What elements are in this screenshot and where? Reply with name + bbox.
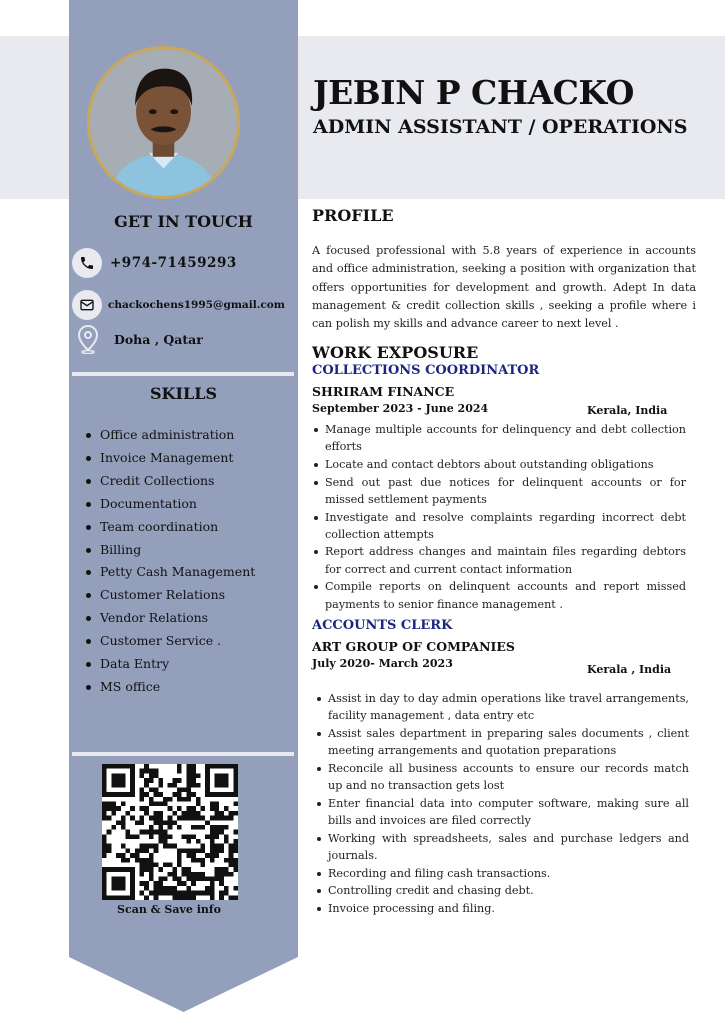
job-location: Kerala, India — [587, 404, 668, 417]
skill-item: MS office — [82, 676, 255, 699]
contact-phone[interactable] — [72, 248, 237, 278]
phone-icon — [72, 248, 102, 278]
duty-item: Investigate and resolve complaints regarding incorrect debt collection attempts — [312, 509, 686, 543]
candidate-role: ADMIN ASSISTANT / OPERATIONS — [313, 116, 688, 138]
job-title: COLLECTIONS COORDINATOR — [312, 363, 540, 378]
skill-item: Team coordination — [82, 516, 255, 539]
skill-item: Credit Collections — [82, 470, 255, 493]
job-duties — [312, 421, 686, 613]
mail-icon — [72, 290, 102, 320]
duty-item: Controlling credit and chasing debt. — [315, 882, 689, 899]
duty-item: Working with spreadsheets, sales and purchase ledgers and journals. — [315, 830, 689, 864]
profile-title: PROFILE — [312, 206, 394, 225]
job-company: SHRIRAM FINANCE — [312, 384, 455, 399]
skill-item: Petty Cash Management — [82, 561, 255, 584]
duty-item: Assist in day to day admin operations like travel arrangements, facility management , data entry etc — [315, 690, 689, 724]
profile-photo — [87, 46, 240, 199]
job-title: ACCOUNTS CLERK — [312, 618, 453, 633]
contact-email[interactable] — [72, 290, 285, 320]
job-dates: July 2020- March 2023 — [312, 657, 453, 670]
location-text: Doha , Qatar — [114, 331, 203, 347]
contact-title: GET IN TOUCH — [114, 212, 253, 231]
skill-item: Billing — [82, 539, 255, 562]
qr-code[interactable] — [102, 764, 238, 900]
skill-item: Customer Relations — [82, 584, 255, 607]
duty-item: Send out past due notices for delinquent accounts or for missed settlement payments — [312, 474, 686, 508]
person-photo-icon — [90, 49, 237, 196]
job-company: ART GROUP OF COMPANIES — [312, 639, 515, 654]
email-address: chackochens1995@gmail.com — [108, 299, 285, 311]
profile-summary: A focused professional with 5.8 years of experience in accounts and office administration, seeking a position with organization that offers opportunities for development and growth. Adept In data management & credit collection skills , seeking a profile where i can polish my skills and advance career to next level . — [312, 244, 696, 331]
skills-title: SKILLS — [150, 384, 217, 403]
duty-item: Manage multiple accounts for delinquency and debt collection efforts — [312, 421, 686, 455]
qr-caption: Scan & Save info — [117, 903, 221, 916]
duty-item: Locate and contact debtors about outstanding obligations — [312, 456, 686, 473]
sidebar-divider — [72, 372, 294, 376]
skill-item: Customer Service . — [82, 630, 255, 653]
qr-code-icon — [102, 764, 238, 900]
work-title: WORK EXPOSURE — [312, 343, 479, 362]
skill-item: Data Entry — [82, 653, 255, 676]
duty-item: Report address changes and maintain files regarding debtors for correct and current contact information — [312, 543, 686, 577]
skills-list — [82, 424, 255, 699]
contact-location — [76, 324, 203, 354]
duty-item: Assist sales department in preparing sales documents , client meeting arrangements and quotation preparations — [315, 725, 689, 759]
sidebar-divider — [72, 752, 294, 756]
skill-item: Documentation — [82, 493, 255, 516]
job-duties — [315, 690, 689, 918]
skill-item: Vendor Relations — [82, 607, 255, 630]
duty-item: Invoice processing and filing. — [315, 900, 689, 917]
duty-item: Enter financial data into computer software, making sure all bills and invoices are filed correctly — [315, 795, 689, 829]
location-pin-icon — [76, 324, 100, 354]
phone-number: +974-71459293 — [110, 255, 237, 271]
duty-item: Reconcile all business accounts to ensure our records match up and no transaction gets lost — [315, 760, 689, 794]
job-dates: September 2023 - June 2024 — [312, 402, 489, 415]
skill-item: Office administration — [82, 424, 255, 447]
duty-item: Compile reports on delinquent accounts and report missed payments to senior finance management . — [312, 578, 686, 612]
skill-item: Invoice Management — [82, 447, 255, 470]
duty-item: Recording and filing cash transactions. — [315, 865, 689, 882]
candidate-name: JEBIN P CHACKO — [313, 73, 634, 112]
job-location: Kerala , India — [587, 663, 672, 676]
